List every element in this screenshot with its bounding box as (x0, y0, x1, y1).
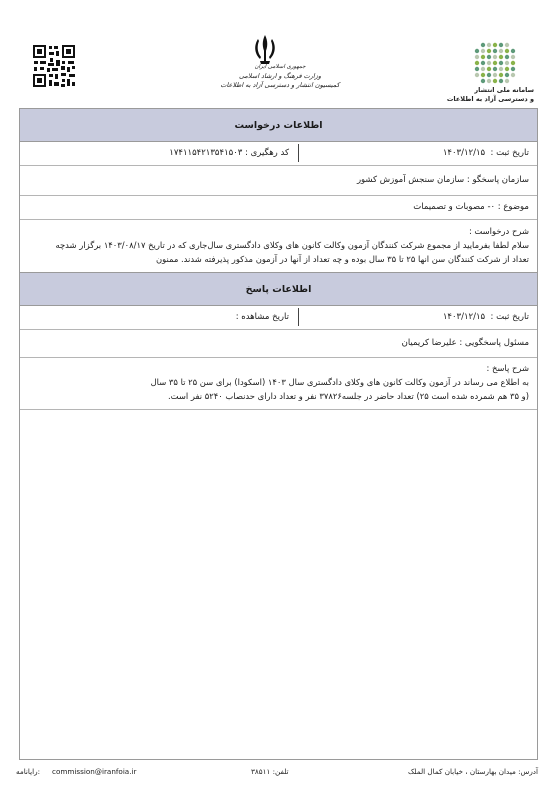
request-section-title: اطلاعات درخواست (234, 119, 323, 131)
view-date (225, 305, 297, 329)
response-desc-line: به اطلاع می رساند در آزمون وکالت کانون های وکلای دادگستری سال ۱۴۰۳ (اسکودا) برای سن ۲۵ تا ۳۵ سال (150, 377, 529, 387)
brand-title (438, 86, 534, 104)
response-date-label: تاریخ ثبت : (490, 312, 529, 322)
ministry-title (212, 63, 348, 90)
response-section-title: اطلاعات پاسخ (245, 283, 312, 295)
request-section-header (20, 109, 537, 142)
tracking-value: ۱۷۴۱۱۵۴۲۱۳۵۴۱۵۰۳ (169, 148, 243, 158)
request-date-row (20, 141, 537, 166)
request-desc-label: شرح درخواست : (468, 226, 529, 236)
request-desc-line: سلام لطفا بفرمایید از مجموع شرکت کنندگان آزمون وکالت کانون های وکلای دادگستری سال‌جاری که در تاریخ ۱۴۰۳/۰۸/۱۷ برگزار شدچه (55, 240, 529, 250)
dots-logo-icon (472, 40, 518, 86)
responsible-field (394, 329, 537, 357)
footer-email-label: رایانامه: (16, 767, 40, 776)
response-desc-label: شرح پاسخ : (486, 363, 529, 373)
response-date (435, 305, 537, 329)
response-date-row (20, 305, 537, 330)
response-desc-line: (و ۳۵ هم شمرده شده است ۲۵) تعداد حاضر در جلسه۳۷۸۲۶ نفر و تعداد دارای حدنصاب ۵۲۴۰ نفر است. (167, 391, 529, 401)
responsible-value: علیرضا کریمیان (401, 338, 457, 348)
org-label: سازمان پاسخگو : (466, 175, 529, 185)
request-desc-line: تعداد از شرکت کنندگان سن انها ۲۵ تا ۳۵ سال بوده و چه تعداد از آنها در آزمون مذکور پذیرفته شدند. ممنون (155, 254, 529, 264)
brand-line: و دسترسی آزاد به اطلاعات (446, 95, 534, 103)
iran-emblem-icon (251, 33, 279, 67)
footer-email[interactable]: commission@iranfoia.ir (52, 767, 137, 776)
tracking-code (161, 141, 297, 165)
view-date-label: تاریخ مشاهده : (235, 312, 289, 322)
footer-phone: تلفن: ۳۸۵۱۱ (251, 767, 289, 776)
request-date-value: ۱۴۰۳/۱۲/۱۵ (442, 148, 486, 158)
responsible-row (20, 329, 537, 358)
subject-value: ۰- مصوبات و تصمیمات (413, 202, 496, 212)
cell-divider (298, 308, 299, 326)
subject-field (405, 195, 537, 219)
qr-code-icon (32, 44, 76, 88)
ministry-line: جمهوری اسلامی ایران (254, 64, 306, 70)
response-description (20, 361, 537, 403)
org-value: سازمان سنجش آموزش کشور (356, 175, 465, 185)
responsible-label: مسئول پاسخگویی : (459, 338, 529, 348)
request-form (19, 108, 538, 760)
request-date-label: تاریخ ثبت : (490, 148, 529, 158)
tracking-label: کد رهگیری : (245, 148, 289, 158)
response-section-header (20, 272, 537, 306)
ministry-line: وزارت فرهنگ و ارشاد اسلامی (239, 72, 321, 80)
ministry-line: کمیسیون انتشار و دسترسی آزاد به اطلاعات (220, 81, 340, 89)
request-description (20, 224, 537, 266)
response-date-value: ۱۴۰۳/۱۲/۱۵ (442, 312, 486, 322)
footer-address: آدرس: میدان بهارستان ، خیابان کمال الملک (407, 767, 538, 776)
footer (16, 765, 538, 781)
request-date (435, 141, 537, 165)
subject-row (20, 195, 537, 220)
divider (20, 409, 537, 410)
org-field (349, 165, 537, 195)
org-row (20, 165, 537, 196)
cell-divider (298, 144, 299, 162)
subject-label: موضوع : (497, 202, 529, 212)
brand-line: سامانه ملی انتشار (474, 86, 534, 94)
